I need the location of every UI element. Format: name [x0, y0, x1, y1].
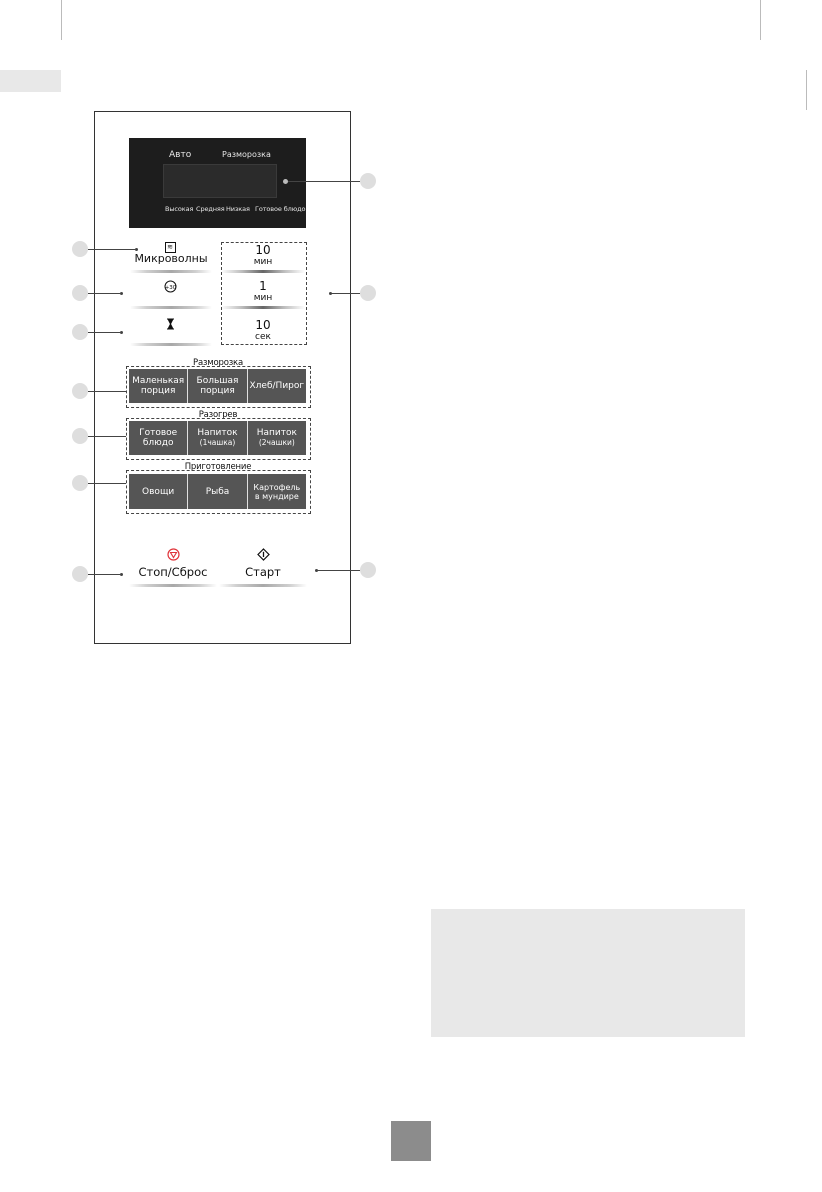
page-number-box [391, 1121, 431, 1161]
microwave-button-underline [130, 270, 212, 273]
display-label-high: Высокая [165, 205, 194, 213]
leader-line-stop [88, 574, 120, 575]
callout-defrost [72, 383, 88, 399]
note-box [431, 909, 745, 1037]
page-tab [0, 70, 61, 92]
defrost-small-portion-button[interactable] [129, 369, 187, 403]
callout-start [360, 562, 376, 578]
time-key-10-min-unit: мин [253, 257, 273, 267]
svg-text:+30: +30 [164, 285, 176, 291]
callout-time-keys [360, 285, 376, 301]
display-label-low: Низкая [226, 205, 250, 213]
reheat-ready-meal-button[interactable] [129, 421, 187, 455]
stop-button-underline [129, 584, 217, 587]
display-window [163, 164, 277, 198]
plus30-button-underline [130, 306, 212, 309]
plus30-icon[interactable] [160, 280, 180, 296]
start-icon [219, 548, 307, 564]
time-key-10-sec-unit: сек [255, 332, 271, 342]
leader-end-timer [120, 331, 123, 334]
display-label-medium: Средняя [196, 205, 225, 213]
time-key-10-sec[interactable] [221, 319, 305, 342]
time-key-10-min[interactable] [221, 244, 305, 267]
time-key-1-min-unit: мин [253, 293, 273, 303]
crop-mark-top-right [760, 0, 761, 40]
key-line1: Готовое [139, 428, 178, 438]
cooking-keys [129, 474, 306, 509]
leader-line-display [288, 181, 360, 182]
leader-line-microwave [88, 249, 135, 250]
leader-end-plus30 [120, 292, 123, 295]
key-line2: (2чашки) [258, 438, 295, 447]
crop-mark-right [806, 70, 807, 110]
leader-line-reheat [88, 436, 126, 437]
leader-end-time-keys [329, 292, 332, 295]
reheat-title: Разогрев [198, 410, 238, 420]
start-button[interactable]: Старт [245, 565, 281, 579]
leader-line-plus30 [88, 293, 120, 294]
callout-microwave [72, 241, 88, 257]
key-line1: Напиток [256, 428, 297, 438]
start-button-underline [219, 584, 307, 587]
leader-end-microwave [135, 248, 138, 251]
leader-end-stop [120, 573, 123, 576]
microwave-button[interactable]: Микроволны [134, 252, 208, 265]
defrost-keys [129, 369, 306, 403]
defrost-bread-cake-button[interactable] [247, 369, 306, 403]
time-key-1-min-value: 1 [259, 279, 267, 293]
reheat-drink-1-cup-button[interactable] [187, 421, 246, 455]
key-line1: Овощи [142, 486, 175, 497]
stop-icon [129, 548, 217, 564]
display-label-auto: Авто [169, 150, 192, 160]
reheat-keys [129, 421, 306, 455]
callout-cooking [72, 475, 88, 491]
key-line1: Большая [196, 376, 239, 386]
key-line1: Хлеб/Пирог [249, 381, 305, 391]
display-label-ready-meal: Готовое блюдо [255, 205, 306, 213]
callout-display [360, 173, 376, 189]
crop-mark-top-left [61, 0, 62, 40]
cooking-fish-button[interactable] [187, 474, 246, 509]
cooking-title: Приготовление [184, 462, 252, 472]
key-line2: блюдо [142, 438, 174, 448]
time-key-1-min[interactable] [221, 280, 305, 303]
key-line2: в мундире [254, 491, 299, 501]
callout-plus30 [72, 285, 88, 301]
microwave-icon: ≋ [163, 238, 177, 253]
callout-stop [72, 566, 88, 582]
defrost-large-portion-button[interactable] [187, 369, 246, 403]
key-line1: Напиток [197, 428, 238, 438]
callout-reheat [72, 428, 88, 444]
stop-reset-button[interactable]: Стоп/Сброс [138, 565, 208, 579]
time-key-separator [221, 270, 305, 273]
cooking-jacket-potato-button[interactable] [247, 474, 306, 509]
key-line1: Маленькая [132, 376, 185, 386]
leader-line-time-keys [330, 293, 360, 294]
defrost-title: Разморозка [193, 358, 243, 368]
time-key-separator [221, 306, 305, 309]
leader-line-timer [88, 332, 120, 333]
leader-line-defrost [88, 391, 126, 392]
key-line1: Картофель [253, 482, 301, 492]
key-line2: (1чашка) [199, 438, 236, 447]
time-key-10-sec-value: 10 [255, 318, 271, 332]
key-line2: порция [200, 386, 235, 396]
timer-button-underline [130, 343, 212, 346]
leader-line-start [317, 570, 360, 571]
callout-timer [72, 324, 88, 340]
key-line2: порция [140, 386, 176, 396]
leader-line-cooking [88, 483, 126, 484]
key-line1: Рыба [205, 486, 230, 497]
time-key-10-min-value: 10 [255, 243, 271, 257]
reheat-drink-2-cups-button[interactable] [247, 421, 306, 455]
cooking-vegetables-button[interactable] [129, 474, 187, 509]
display-label-defrost: Разморозка [222, 150, 271, 159]
hourglass-icon[interactable] [163, 318, 177, 333]
